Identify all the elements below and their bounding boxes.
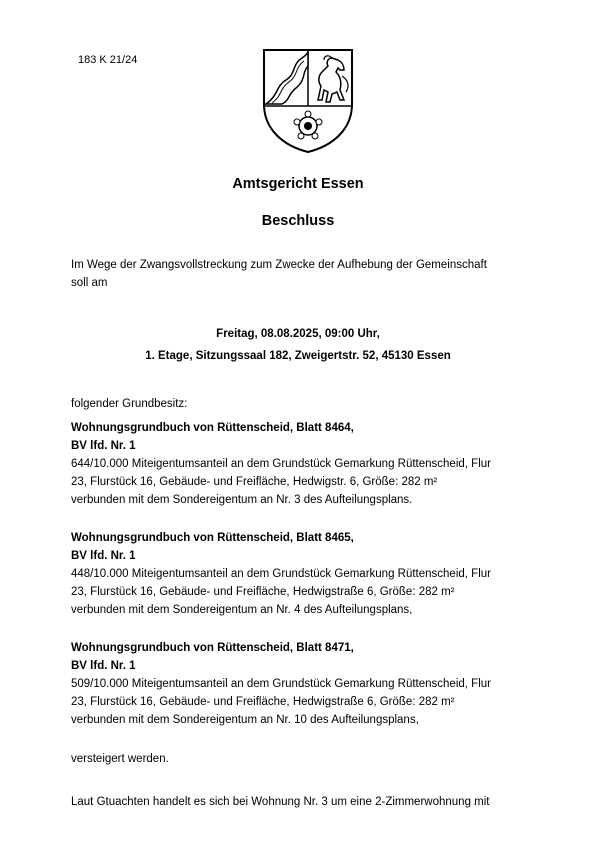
property-line: 23, Flurstück 16, Gebäude- und Freifläche, Hedwigstraße 6, Größe: 282 m²	[71, 586, 455, 598]
property-bv: BV lfd. Nr. 1	[71, 440, 136, 452]
property-entry	[71, 419, 521, 509]
property-line: 23, Flurstück 16, Gebäude- und Freifläche, Hedwigstr. 6, Größe: 282 m²	[71, 476, 438, 488]
property-line: verbunden mit dem Sondereigentum an Nr. 10 des Aufteilungsplans,	[71, 714, 419, 726]
hearing-block	[0, 325, 596, 365]
intro-paragraph	[71, 256, 521, 292]
property-title: Wohnungsgrundbuch von Rüttenscheid, Blatt 8465,	[71, 532, 354, 544]
hearing-location: 1. Etage, Sitzungssaal 182, Zweigertstr. 52, 45130 Essen	[145, 350, 451, 362]
closing-text: versteigert werden.	[71, 753, 169, 765]
intro-line: soll am	[71, 277, 108, 289]
property-entry	[71, 639, 521, 729]
property-line: 644/10.000 Miteigentumsanteil an dem Grundstück Gemarkung Rüttenscheid, Flur	[71, 458, 491, 470]
property-bv: BV lfd. Nr. 1	[71, 550, 136, 562]
case-reference: 183 K 21/24	[78, 54, 138, 66]
property-line: verbunden mit dem Sondereigentum an Nr. 4 des Aufteilungsplans,	[71, 604, 413, 616]
property-line: 509/10.000 Miteigentumsanteil an dem Grundstück Gemarkung Rüttenscheid, Flur	[71, 678, 491, 690]
court-name: Amtsgericht Essen	[232, 176, 364, 192]
appraisal-text: Laut Gtuachten handelt es sich bei Wohnung Nr. 3 um eine 2-Zimmerwohnung mit	[71, 796, 490, 808]
property-line: verbunden mit dem Sondereigentum an Nr. 3 des Aufteilungsplans.	[71, 494, 413, 506]
property-bv: BV lfd. Nr. 1	[71, 660, 136, 672]
hearing-date-time: Freitag, 08.08.2025, 09:00 Uhr,	[216, 328, 380, 340]
property-title: Wohnungsgrundbuch von Rüttenscheid, Blatt 8471,	[71, 642, 354, 654]
nrw-coat-of-arms-icon	[258, 46, 358, 154]
property-title: Wohnungsgrundbuch von Rüttenscheid, Blatt 8464,	[71, 422, 354, 434]
property-entry	[71, 529, 521, 619]
intro-line: Im Wege der Zwangsvollstreckung zum Zwecke der Aufhebung der Gemeinschaft	[71, 259, 487, 271]
property-line: 23, Flurstück 16, Gebäude- und Freifläche, Hedwigstraße 6, Größe: 282 m²	[71, 696, 455, 708]
document-type: Beschluss	[261, 213, 335, 229]
property-line: 448/10.000 Miteigentumsanteil an dem Grundstück Gemarkung Rüttenscheid, Flur	[71, 568, 491, 580]
property-intro: folgender Grundbesitz:	[71, 398, 188, 410]
